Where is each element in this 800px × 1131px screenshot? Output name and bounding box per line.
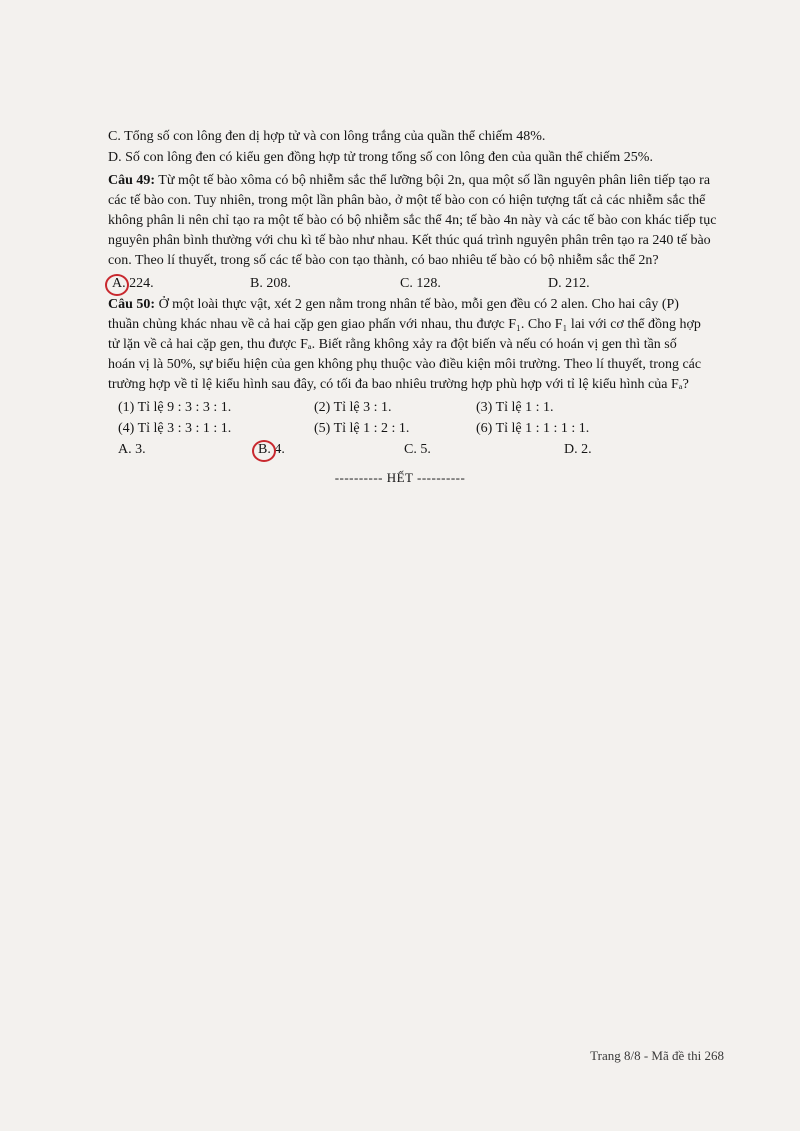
q50-case-5: (5) Tỉ lệ 1 : 2 : 1. xyxy=(314,421,410,436)
q49-line-5: con. Theo lí thuyết, trong số các tế bào con tạo thành, có bao nhiêu tế bào có bộ nhiễm sắc thể 2n? xyxy=(108,253,659,268)
page-footer: Trang 8/8 - Mã đề thi 268 xyxy=(590,1048,724,1063)
q49-line-3: không phân li nên chỉ tạo ra một tế bào có bộ nhiễm sắc thể 4n; tế bào 4n này và các tế bào con khác tiếp tục xyxy=(108,213,717,228)
q50-case-4: (4) Tỉ lệ 3 : 3 : 1 : 1. xyxy=(118,421,232,436)
q49-line-1 xyxy=(108,172,711,190)
q50-line-4: hoán vị là 50%, sự biểu hiện của gen không phụ thuộc vào điều kiện môi trường. Theo lí thuyết, trong các xyxy=(108,357,702,372)
q49-option-b[interactable]: B. 208. xyxy=(250,276,291,291)
q48-option-d: D. Số con lông đen có kiểu gen đồng hợp tử trong tổng số con lông đen của quần thể chiếm 25%. xyxy=(108,150,653,165)
q49-option-d[interactable]: D. 212. xyxy=(548,276,590,291)
q50-line-2: thuần chủng khác nhau về cả hai cặp gen giao phấn với nhau, thu được F₁. Cho F₁ lai với cơ thể đồng hợp xyxy=(108,317,701,332)
q50-option-a[interactable]: A. 3. xyxy=(118,442,146,457)
q50-case-3: (3) Tỉ lệ 1 : 1. xyxy=(476,400,554,415)
q50-case-6: (6) Tỉ lệ 1 : 1 : 1 : 1. xyxy=(476,421,590,436)
q50-case-2: (2) Tỉ lệ 3 : 1. xyxy=(314,400,392,415)
q50-line-3: tử lặn về cả hai cặp gen, thu được Fₐ. Biết rằng không xảy ra đột biến và nếu có hoán vị gen thì tần số xyxy=(108,337,677,352)
answer-circle-q50 xyxy=(252,440,276,462)
q50-option-d[interactable]: D. 2. xyxy=(564,442,592,457)
q49-label: Câu 49: xyxy=(108,173,156,188)
q50-line-1 xyxy=(108,296,708,314)
end-marker: ---------- HẾT ---------- xyxy=(334,470,466,485)
q50-option-c[interactable]: C. 5. xyxy=(404,442,431,457)
q49-line-2: các tế bào con. Tuy nhiên, trong một lần phân bào, ở một tế bào con có hiện tượng tất cả các nhiễm sắc thể xyxy=(108,193,706,208)
q50-line-5: trường hợp về tỉ lệ kiểu hình sau đây, có tối đa bao nhiêu trường hợp phù hợp với tỉ lệ kiểu hình của Fₐ? xyxy=(108,377,689,392)
q50-text: Ở một loài thực vật, xét 2 gen nằm trong nhân tế bào, mỗi gen đều có 2 alen. Cho hai cây (P) xyxy=(155,297,679,312)
q49-text: Từ một tế bào xôma có bộ nhiễm sắc thể lưỡng bội 2n, qua một số lần nguyên phân liên tiếp tạo ra xyxy=(155,173,711,188)
q49-option-a[interactable]: A. 224. xyxy=(112,276,154,291)
q49-line-4: nguyên phân bình thường với chu kì tế bào như nhau. Kết thúc quá trình nguyên phân trên tạo ra 240 tế bào xyxy=(108,233,711,248)
q48-option-c: C. Tổng số con lông đen dị hợp tử và con lông trắng của quần thể chiếm 48%. xyxy=(108,129,546,144)
q49-option-c[interactable]: C. 128. xyxy=(400,276,441,291)
q50-option-b[interactable]: B. 4. xyxy=(258,442,285,457)
q50-label: Câu 50: xyxy=(108,297,156,312)
q50-case-1: (1) Tỉ lệ 9 : 3 : 3 : 1. xyxy=(118,400,232,415)
answer-circle-q49 xyxy=(105,274,129,296)
